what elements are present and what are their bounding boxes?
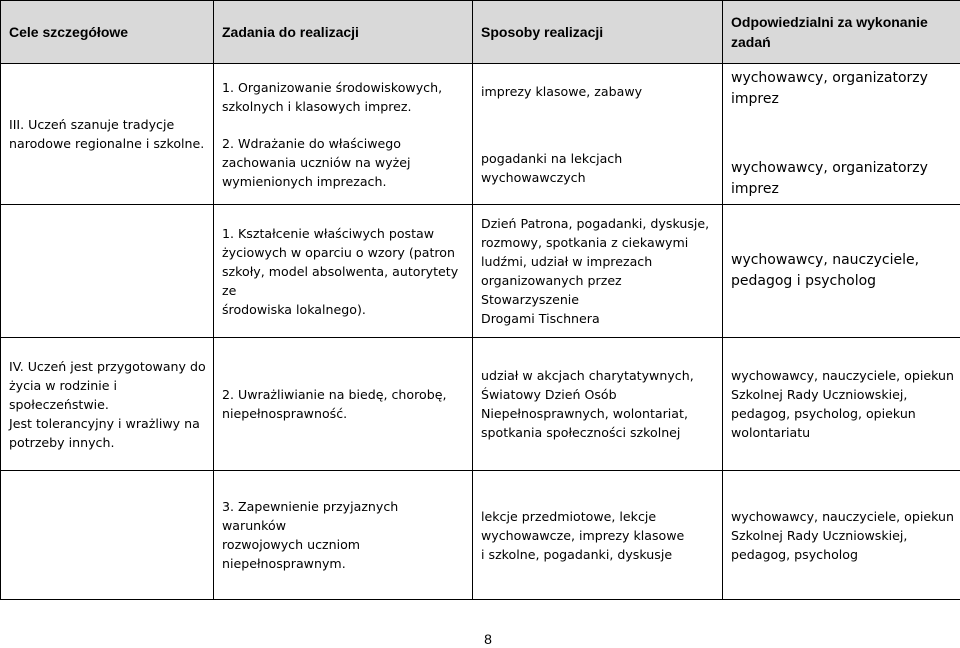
method-cell [473, 338, 723, 471]
header-tasks: Zadania do realizacji [214, 1, 473, 64]
header-methods: Sposoby realizacji [473, 1, 723, 64]
goal-cell [1, 338, 214, 471]
method-text: Dzień Patrona, pogadanki, dyskusje, rozmowy, spotkania z ciekawymi ludźmi, udział w imprezach organizowanych przez Stowarzyszenie Drogami Tischnera [481, 216, 710, 326]
task-cell [214, 205, 473, 338]
responsible-text: wychowawcy, nauczyciele, pedagog i psycholog [731, 252, 920, 289]
table-row [1, 338, 960, 471]
header-goals: Cele szczegółowe [1, 1, 214, 64]
method-cell [473, 205, 723, 338]
task-cell [214, 64, 473, 205]
method-cell [473, 471, 723, 600]
task-text: 2. Wdrażanie do właściwego zachowania uczniów na wyżej wymienionych imprezach. [222, 135, 411, 189]
page-number: 8 [484, 631, 492, 647]
method-text: udział w akcjach charytatywnych, Światowy Dzień Osób Niepełnosprawnych, wolontariat, spotkania społeczności szkolnej [481, 368, 694, 440]
responsible-text: wychowawcy, nauczyciele, opiekun Szkolnej Rady Uczniowskiej, pedagog, psycholog, opiekun wolontariatu [731, 368, 954, 440]
task-text: 2. Uwrażliwianie na biedę, chorobę, niepełnosprawność. [222, 387, 447, 421]
task-cell [214, 338, 473, 471]
method-text: imprezy klasowe, zabawy [481, 83, 643, 99]
responsible-text: wychowawcy, organizatorzy imprez [731, 70, 928, 107]
responsible-cell [723, 471, 960, 600]
table-row [1, 205, 960, 338]
responsible-text: wychowawcy, organizatorzy imprez [731, 160, 928, 197]
responsible-cell [723, 338, 960, 471]
method-text: pogadanki na lekcjach wychowawczych [481, 150, 623, 185]
table-row [1, 64, 960, 205]
responsible-cell [723, 64, 960, 205]
responsible-text: wychowawcy, nauczyciele, opiekun Szkolnej Rady Uczniowskiej, pedagog, psycholog [731, 508, 954, 562]
task-text: 1. Kształcenie właściwych postaw życiowych w oparciu o wzory (patron szkoły, model absolwenta, autorytety ze środowiska lokalnego). [222, 225, 459, 317]
goal-text: IV. Uczeń jest przygotowany do życia w rodzinie i społeczeństwie. Jest tolerancyjny i wrażliwy na potrzeby innych. [9, 358, 206, 450]
method-text: lekcje przedmiotowe, lekcje wychowawcze, imprezy klasowe i szkolne, pogadanki, dyskusje [481, 508, 685, 562]
method-cell [473, 64, 723, 205]
header-responsible: Odpowiedzialni za wykonanie zadań [723, 1, 960, 64]
table-header-row [1, 1, 960, 64]
goal-text: III. Uczeń szanuje tradycje narodowe regionalne i szkolne. [9, 117, 205, 151]
goal-cell [1, 471, 214, 600]
table-row [1, 471, 960, 600]
goal-cell [1, 205, 214, 338]
task-text: 1. Organizowanie środowiskowych, szkolnych i klasowych imprez. [222, 79, 443, 114]
task-text: 3. Zapewnienie przyjaznych warunków rozwojowych uczniom niepełnosprawnym. [222, 499, 399, 571]
goal-cell [1, 64, 214, 205]
responsible-cell [723, 205, 960, 338]
task-cell [214, 471, 473, 600]
